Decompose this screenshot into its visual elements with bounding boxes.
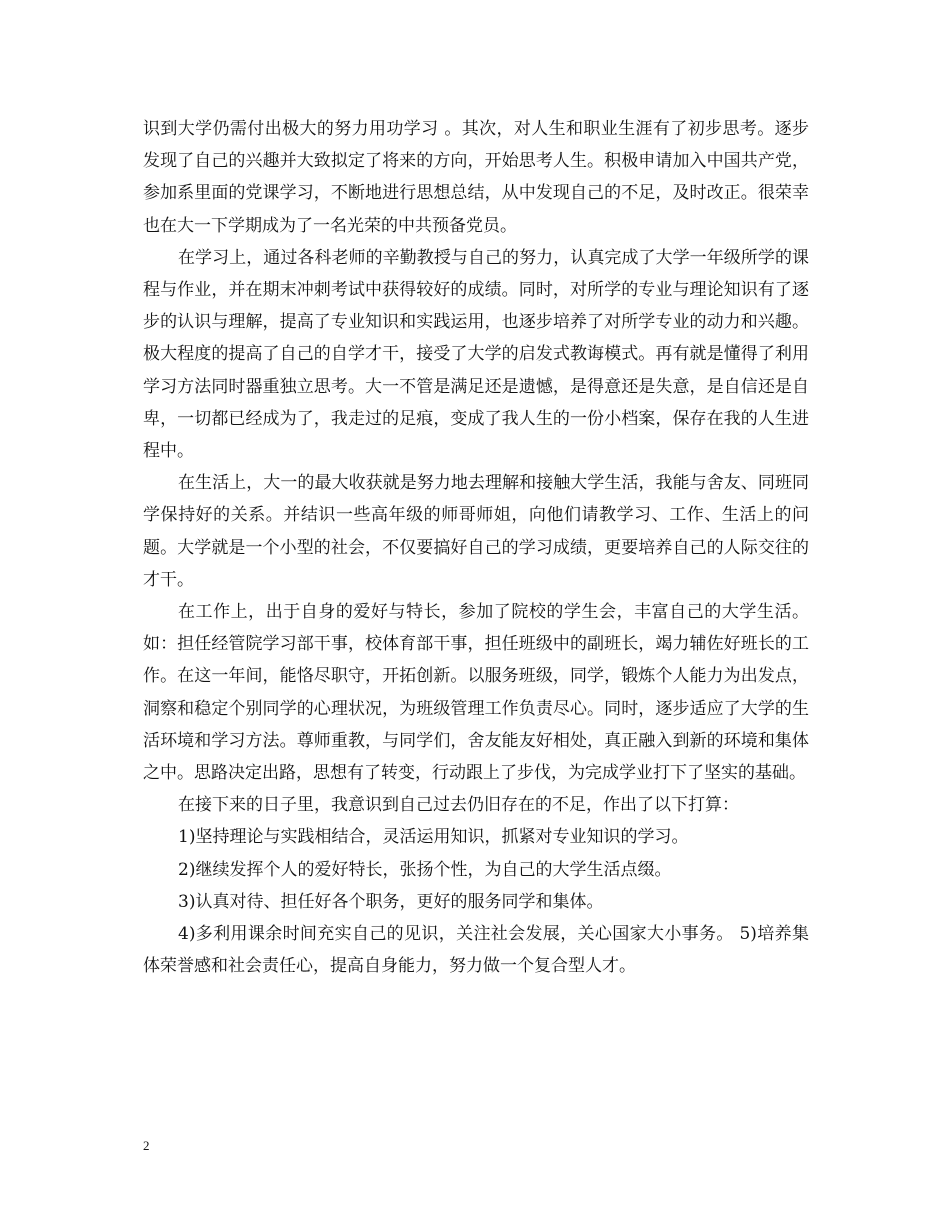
paragraph-continuation: 识到大学仍需付出极大的努力用功学习 。其次，对人生和职业生涯有了初步思考。逐步发现了自己的兴趣并大致拟定了将来的方向，开始思考人生。积极申请加入中国共产党，参加系里面的党课学习，不断地进行思想总结，从中发现自己的不足，及时改正。很荣幸也在大一下学期成为了一名光荣的中共预备党员。 — [143, 119, 809, 236]
plan-item-4-5: 4)多利用课余时间充实自己的见识，关注社会发展，关心国家大小事务。 5)培养集体荣誉感和社会责任心，提高自身能力，努力做一个复合型人才。 — [143, 924, 809, 977]
paragraph-life: 在生活上，大一的最大收获就是努力地去理解和接触大学生活，我能与舍友、同班同学保持好的关系。并结识一些高年级的师哥师姐，向他们请教学习、工作、生活上的问题。大学就是一个小型的社会，不仅要搞好自己的学习成绩，更要培养自己的人际交往的才干。 — [143, 473, 809, 590]
paragraph-study: 在学习上，通过各科老师的辛勤教授与自己的努力，认真完成了大学一年级所学的课程与作业，并在期末冲刺考试中获得较好的成绩。同时，对所学的专业与理论知识有了逐步的认识与理解，提高了专业知识和实践运用，也逐步培养了对所学专业的动力和兴趣。极大程度的提高了自己的自学才干，接受了大学的启发式教诲模式。再有就是懂得了利用学习方法同时器重独立思考。大一不管是满足还是遗憾，是得意还是失意，是自信还是自卑，一切都已经成为了，我走过的足痕，变成了我人生的一份小档案，保存在我的人生进程中。 — [143, 247, 809, 462]
plan-item-3: 3)认真对待、担任好各个职务，更好的服务同学和集体。 — [178, 891, 604, 912]
document-body — [143, 113, 809, 982]
paragraph-plans-intro: 在接下来的日子里，我意识到自己过去仍旧存在的不足，作出了以下打算： — [178, 795, 739, 816]
plan-item-1: 1)坚持理论与实践相结合，灵活运用知识，抓紧对专业知识的学习。 — [178, 827, 689, 848]
page-number: 2 — [143, 1138, 150, 1153]
paragraph-work: 在工作上，出于自身的爱好与特长，参加了院校的学生会，丰富自己的大学生活。如：担任经管院学习部干事，校体育部干事，担任班级中的副班长，竭力辅佐好班长的工作。在这一年间，能恪尽职守，开拓创新。以服务班级，同学，锻炼个人能力为出发点，洞察和稳定个别同学的心理状况，为班级管理工作负责尽心。同时，逐步适应了大学的生活环境和学习方法。尊师重教，与同学们，舍友能友好相处，真正融入到新的环境和集体之中。思路决定出路，思想有了转变，行动跟上了步伐，为完成学业打下了坚实的基础。 — [143, 602, 809, 784]
plan-item-2: 2)继续发挥个人的爱好特长，张扬个性，为自己的大学生活点缀。 — [178, 859, 672, 880]
